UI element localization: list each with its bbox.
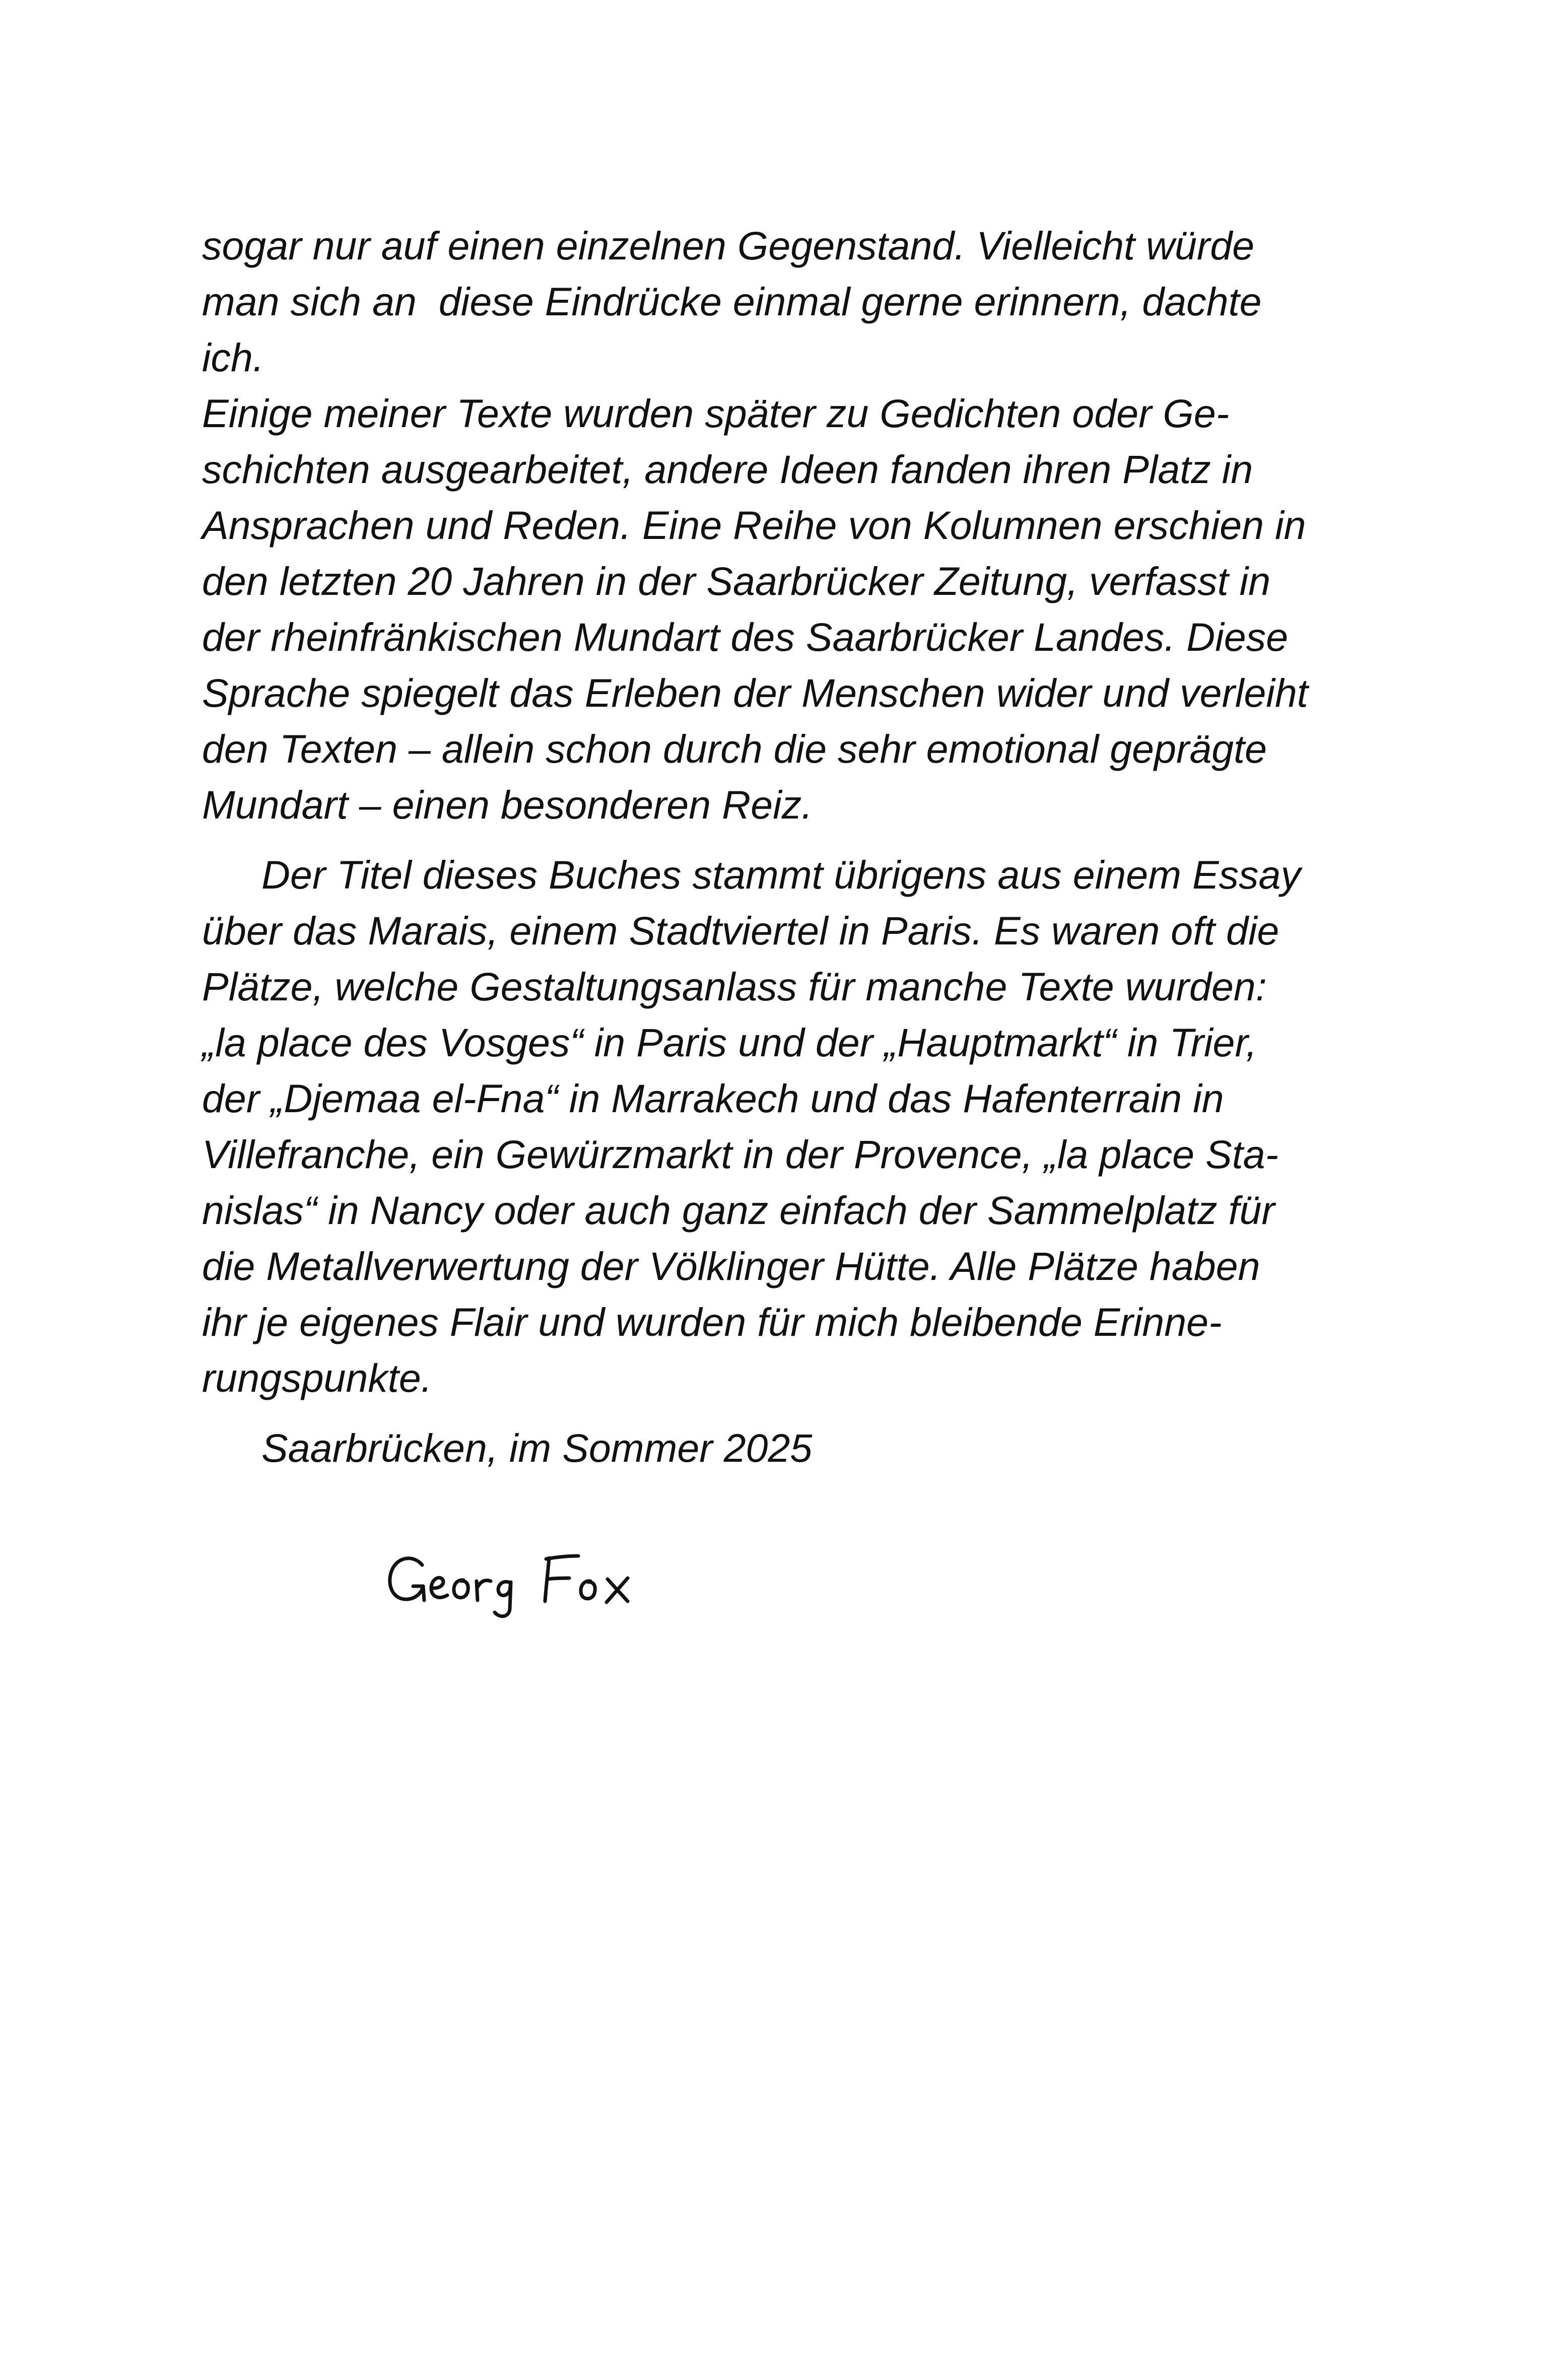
paragraph-2 bbox=[202, 385, 1356, 833]
text-line: ihr je eigenes Flair und wurden für mich bleibende Erinne- bbox=[202, 1300, 1222, 1344]
text-line: Plätze, welche Gestaltungsanlass für manche Texte wurden: bbox=[202, 964, 1267, 1009]
text-line: Mundart – einen besonderen Reiz. bbox=[202, 782, 813, 827]
text-line: Sprache spiegelt das Erleben der Menschen wider und verleiht bbox=[202, 670, 1308, 715]
text-line: man sich an diese Eindrücke einmal gerne erinnern, dachte bbox=[202, 279, 1262, 324]
text-line: Ansprachen und Reden. Eine Reihe von Kolumnen erschien in bbox=[202, 503, 1306, 548]
body-text bbox=[202, 218, 1356, 1476]
text-line: sogar nur auf einen einzelnen Gegenstand. Vielleicht würde bbox=[202, 223, 1255, 268]
text-line: „la place des Vosges“ in Paris und der „Hauptmarkt“ in Trier, bbox=[202, 1020, 1257, 1065]
text-line: Der Titel dieses Buches stammt übrigens aus einem Essay bbox=[261, 852, 1301, 897]
text-line: Villefranche, ein Gewürzmarkt in der Provence, „la place Sta- bbox=[202, 1132, 1279, 1177]
text-line: nislas“ in Nancy oder auch ganz einfach der Sammelplatz für bbox=[202, 1188, 1275, 1233]
paragraph-1 bbox=[202, 218, 1356, 385]
text-line: die Metallverwertung der Völklinger Hütte. Alle Plätze haben bbox=[202, 1244, 1260, 1288]
text-line: den Texten – allein schon durch die sehr emotional geprägte bbox=[202, 726, 1267, 771]
text-line: rungspunkte. bbox=[202, 1355, 432, 1400]
text-line: Einige meiner Texte wurden später zu Gedichten oder Ge- bbox=[202, 391, 1230, 436]
paragraph-3 bbox=[202, 847, 1356, 1406]
text-line: der „Djemaa el-Fna“ in Marrakech und das Hafenterrain in bbox=[202, 1076, 1224, 1121]
text-line: schichten ausgearbeitet, andere Ideen fanden ihren Platz in bbox=[202, 447, 1253, 492]
text-line: der rheinfränkischen Mundart des Saarbrücker Landes. Diese bbox=[202, 615, 1289, 659]
place-date: Saarbrücken, im Sommer 2025 bbox=[261, 1425, 813, 1470]
text-line: den letzten 20 Jahren in der Saarbrücker Zeitung, verfasst in bbox=[202, 559, 1271, 603]
paragraph-spacer bbox=[202, 1406, 1356, 1420]
paragraph-spacer bbox=[202, 833, 1356, 847]
handwritten-signature bbox=[383, 1534, 685, 1624]
text-line: ich. bbox=[202, 335, 264, 380]
text-line: über das Marais, einem Stadtviertel in Paris. Es waren oft die bbox=[202, 908, 1280, 953]
